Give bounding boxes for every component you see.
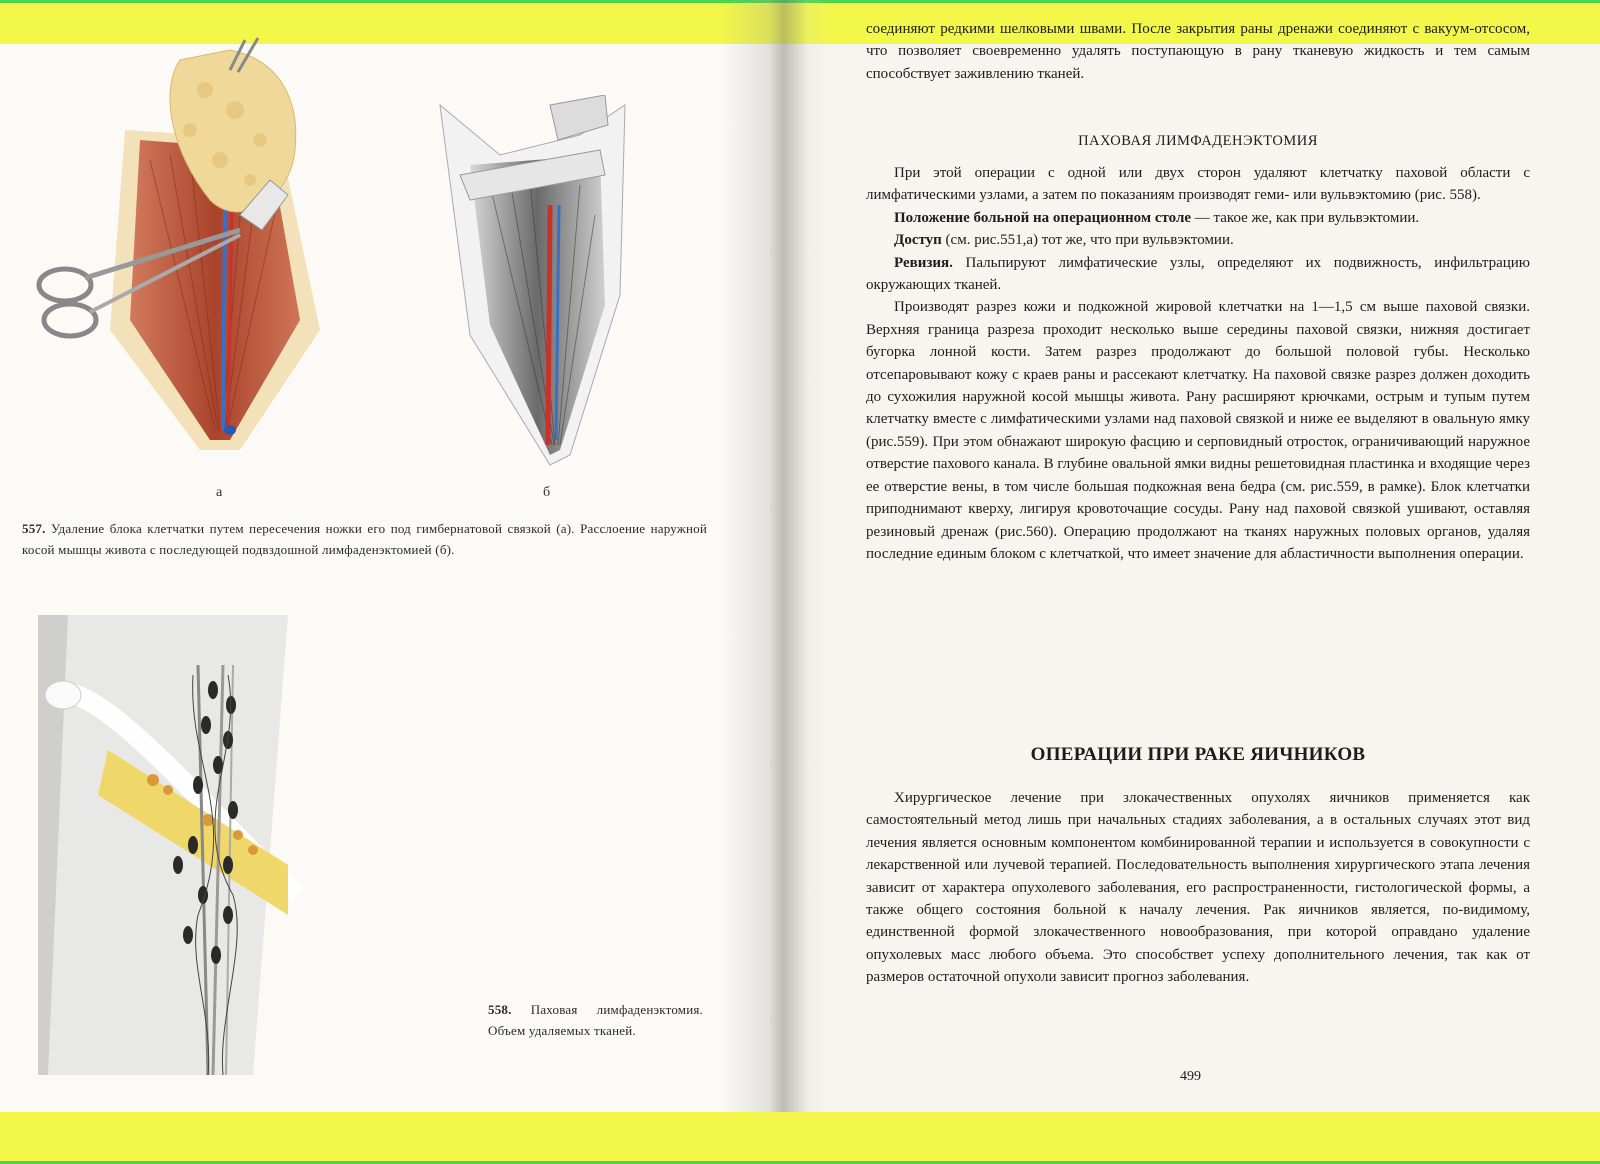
figure-label-b: б [543, 485, 551, 500]
section-2-body [866, 787, 1530, 989]
figure-557a-illustration [30, 30, 330, 470]
patient-position-text: — такое же, как при вульвэктомии. [1191, 209, 1420, 226]
revision-text: Пальпируют лимфатические узлы, определяют их подвижность, инфильтрацию окружающих тканей. [866, 254, 1530, 294]
section-1-paragraph-4 [866, 252, 1530, 297]
section-2-paragraph-1: Хирургическое лечение при злокачественных опухолях яичников применяется как самостоятельный метод лишь при начальных стадиях заболевания, а в остальных случаях этот вид лечения является основным компонентом комбинированной терапии и используется в совокупности с лекарственной или лучевой терапией. Последовательность выполнения хирургического этапа лечения зависит от характера опухолевого заболевания, его распространенности, гистологической формы, а также общего состояния больной к началу лечения. Рак яичников является, по-видимому, единственной формой злокачественного новообразования, при которой оправдано удаление опухолевых масс любого объема. Это способствет успеху дополнительного лечения, так как от размеров остаточной опухоли зависит прогноз заболевания. [866, 790, 1530, 986]
section-1-paragraph-3 [866, 229, 1530, 251]
figure-557-caption-text: Удаление блока клетчатки путем пересечения ножки его под гимбернатовой связкой (а). Расслоение наружной косой мышцы живота с последующей подвздошной лимфаденэктомией (б). [22, 521, 707, 557]
section-1-body [866, 162, 1530, 565]
figure-558-illustration [38, 615, 458, 1075]
figure-557b-illustration [430, 95, 630, 475]
book-gutter-shadow [720, 0, 830, 1164]
access-term: Доступ [894, 232, 942, 249]
figure-557-caption [22, 518, 707, 560]
figure-558-number: 558. [488, 1002, 512, 1017]
section-1-paragraph-1: При этой операции с одной или двух сторон удаляют клетчатку паховой области с лимфатическими узлами, а затем по показаниям производят геми- или вульвэктомию (рис. 558). [866, 165, 1530, 204]
section-1-paragraph-2 [866, 207, 1530, 229]
bottom-highlight-band [0, 1112, 1600, 1164]
section-heading-inguinal-lymphadenectomy: ПАХОВАЯ ЛИМФАДЕНЭКТОМИЯ [1078, 133, 1318, 149]
figure-558-caption-text: Паховая лимфаденэктомия. Объем удаляемых тканей. [488, 1002, 703, 1038]
section-1-paragraph-5: Производят разрез кожи и подкожной жировой клетчатки на 1—1,5 см выше паховой связки. Верхняя граница разреза проходит несколько выше середины паховой связки, нижняя достигает бугорка лонной кости. Затем разрез продолжают до большой половой губы. Несколько отсепаровывают кожу с краев раны и рассекают клетчатку. На паховой связке разрез должен доходить до сухожилия наружной косой мышцы живота. Рану расширяют крючками, острым и тупым путем клетчатку вместе с лимфатическими узлами над паховой связкой и ниже ее выделяют в овальную ямку (рис.559). При этом обнажают широкую фасцию и серповидный отросток, ограничивающий наружное отверстие пахового канала. В глубине овальной ямки видны решетовидная пластинка и входящие через ее отверстие вены, в том числе большая подкожная вена бедра (см. рис.559, в рамке). Блок клетчатки приподнимают кверху, лигируя кровоточащие сосуды. Рану над паховой связкой ушивают, оставляя резиновый дренаж (рис.560). Операцию продолжают на тканях наружных половых органов, удаляя последние единым блоком с клетчаткой, что имеет значение для абластичности выполнения операции. [866, 299, 1530, 562]
access-text: (см. рис.551,а) тот же, что при вульвэктомии. [941, 232, 1234, 249]
patient-position-term: Положение больной на операционном столе [894, 209, 1192, 226]
continued-paragraph [866, 18, 1530, 85]
continued-paragraph-text: соединяют редкими шелковыми швами. После закрытия раны дренажи соединяют с вакуум-отсосом, что позволяет своевременно удалять поступающую в рану тканевую жидкость и тем самым способствует заживлению тканей. [866, 21, 1530, 82]
figure-558-caption [488, 999, 703, 1041]
section-heading-ovarian-cancer-operations: ОПЕРАЦИИ ПРИ РАКЕ ЯИЧНИКОВ [1030, 744, 1366, 765]
page-number: 499 [1180, 1069, 1201, 1084]
revision-term: Ревизия. [894, 254, 953, 271]
figure-label-a: а [216, 485, 223, 500]
figure-557-number: 557. [22, 521, 46, 536]
